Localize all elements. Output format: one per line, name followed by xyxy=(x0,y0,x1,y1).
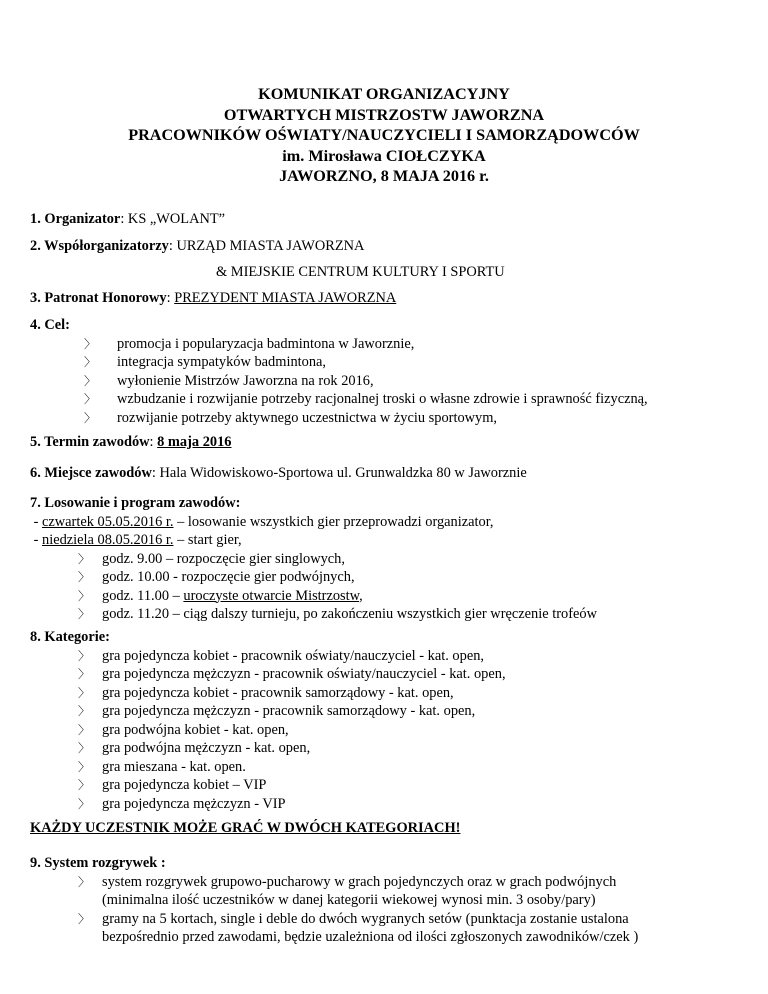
program-draw-line: - czwartek 05.05.2016 r. – losowanie wszystkich gier przeprowadzi organizator, xyxy=(30,513,494,530)
list-item: 〉 gra pojedyncza mężczyzn - pracownik oświaty/nauczyciel - kat. open, xyxy=(78,666,506,682)
list-item: 〉 gra podwójna mężczyzn - kat. open, xyxy=(78,740,311,756)
venue-label: 6. Miejsce zawodów xyxy=(30,465,152,481)
list-item: 〉 gramy na 5 kortach, single i deble do dwóch wygranych setów (punktacja zostanie ustalona xyxy=(78,910,629,927)
bullet-icon: 〉 xyxy=(78,685,91,700)
list-item: 〉 system rozgrywek grupowo-pucharowy w grach pojedynczych oraz w grach podwójnych xyxy=(78,873,617,890)
notice-text: KAŻDY UCZESTNIK MOŻE GRAĆ W DWÓCH KATEGORIACH! xyxy=(30,820,461,836)
bullet-icon: 〉 xyxy=(78,796,91,811)
title-line-2: OTWARTYCH MISTRZOSTW JAWORZNA xyxy=(223,105,545,124)
bullet-icon: 〉 xyxy=(78,648,91,663)
section-date: 5. Termin zawodów: 8 maja 2016 xyxy=(30,434,232,450)
list-item: 〉 gra pojedyncza mężczyzn - VIP xyxy=(78,795,286,812)
date-value: 8 maja 2016 xyxy=(157,434,232,450)
title-line-4: im. Mirosława CIOŁCZYKA xyxy=(282,146,486,165)
patron-value: PREZYDENT MIASTA JAWORZNA xyxy=(174,290,397,306)
section-patron: 3. Patronat Honorowy: PREZYDENT MIASTA JAWORZNA xyxy=(30,290,397,306)
section-goals xyxy=(30,316,750,427)
list-item: 〉 promocja i popularyzacja badmintona w Jaworznie, xyxy=(84,335,415,352)
goals-label: 4. Cel: xyxy=(30,317,70,333)
bullet-icon: 〉 xyxy=(78,551,91,566)
coorganizers-value-2: & MIEJSKIE CENTRUM KULTURY I SPORTU xyxy=(216,264,505,280)
bullet-icon: 〉 xyxy=(84,373,97,388)
categories-label: 8. Kategorie: xyxy=(30,629,110,645)
coorganizers-value: URZĄD MIASTA JAWORZNA xyxy=(172,238,365,254)
list-item: 〉 gra mieszana - kat. open. xyxy=(78,758,246,775)
bullet-icon: 〉 xyxy=(78,588,91,603)
patron-label: 3. Patronat Honorowy xyxy=(30,290,167,306)
document-title xyxy=(0,84,768,187)
bullet-icon: 〉 xyxy=(84,410,97,425)
section-categories xyxy=(30,628,750,813)
title-line-1: KOMUNIKAT ORGANIZACYJNY xyxy=(258,85,510,103)
section-venue: 6. Miejsce zawodów: Hala Widowiskowo-Sportowa ul. Grunwaldzka 80 w Jaworznie xyxy=(30,465,527,481)
bullet-icon: 〉 xyxy=(84,392,97,406)
list-item: 〉 wyłonienie Mistrzów Jaworzna na rok 2016, xyxy=(84,372,374,389)
list-item: 〉 gra pojedyncza kobiet – VIP xyxy=(78,777,267,793)
bullet-icon: 〉 xyxy=(78,667,91,681)
system-label: 9. System rozgrywek : xyxy=(30,855,166,871)
bullet-icon: 〉 xyxy=(78,570,91,584)
organizer-label: 1. Organizator xyxy=(30,211,121,227)
venue-value: Hala Widowiskowo-Sportowa ul. Grunwaldzka 80 w Jaworznie xyxy=(155,465,527,481)
list-item-continuation: bezpośrednio przed zawodami, będzie uzależniona od ilości zgłoszonych zawodników/czek ) xyxy=(102,929,639,945)
bullet-icon: 〉 xyxy=(78,607,91,621)
section-organizer: 1. Organizator: KS „WOLANT” xyxy=(30,211,226,227)
bullet-icon: 〉 xyxy=(78,911,91,926)
notice xyxy=(30,819,750,837)
title-line-3: PRACOWNIKÓW OŚWIATY/NAUCZYCIELI I SAMORZĄDOWCÓW xyxy=(128,126,640,144)
list-item: 〉 gra pojedyncza mężczyzn - pracownik samorządowy - kat. open, xyxy=(78,703,476,719)
coorganizers-label: 2. Współorganizatorzy xyxy=(30,238,169,254)
list-item: 〉 wzbudzanie i rozwijanie potrzeby racjonalnej troski o własne zdrowie i sprawność fizyczną, xyxy=(84,391,648,407)
list-item: 〉 gra pojedyncza kobiet - pracownik oświaty/nauczyciel - kat. open, xyxy=(78,647,485,664)
program-start-line: - niedziela 08.05.2016 r. – start gier, xyxy=(30,532,242,548)
bullet-icon: 〉 xyxy=(84,336,97,351)
bullet-icon: 〉 xyxy=(84,355,97,369)
bullet-icon: 〉 xyxy=(78,704,91,718)
list-item: 〉 godz. 11.00 – uroczyste otwarcie Mistrzostw, xyxy=(78,587,363,604)
list-item: 〉 rozwijanie potrzeby aktywnego uczestnictwa w życiu sportowym, xyxy=(84,409,498,426)
bullet-icon: 〉 xyxy=(78,759,91,774)
program-label: 7. Losowanie i program zawodów: xyxy=(30,495,241,511)
list-item: 〉 gra podwójna kobiet - kat. open, xyxy=(78,721,289,738)
date-label: 5. Termin zawodów xyxy=(30,434,150,450)
section-coorganizers: 2. Współorganizatorzy: URZĄD MIASTA JAWORZNA xyxy=(30,238,365,254)
list-item: 〉 godz. 10.00 - rozpoczęcie gier podwójnych, xyxy=(78,569,355,585)
section-system xyxy=(30,854,750,947)
organizer-value: KS „WOLANT” xyxy=(124,211,226,227)
list-item: 〉 godz. 9.00 – rozpoczęcie gier singlowych, xyxy=(78,550,345,567)
list-item: 〉 integracja sympatyków badmintona, xyxy=(84,354,327,370)
title-line-5: JAWORZNO, 8 MAJA 2016 r. xyxy=(279,167,489,185)
list-item: 〉 gra pojedyncza kobiet - pracownik samorządowy - kat. open, xyxy=(78,684,454,701)
bullet-icon: 〉 xyxy=(78,778,91,792)
bullet-icon: 〉 xyxy=(78,874,91,889)
list-item-continuation: (minimalna ilość uczestników w danej kategorii wiekowej wynosi min. 3 osoby/pary) xyxy=(102,892,596,908)
section-program xyxy=(30,494,750,624)
bullet-icon: 〉 xyxy=(78,722,91,737)
bullet-icon: 〉 xyxy=(78,741,91,755)
list-item: 〉 godz. 11.20 – ciąg dalszy turnieju, po zakończeniu wszystkich gier wręczenie trofeów xyxy=(78,606,597,622)
